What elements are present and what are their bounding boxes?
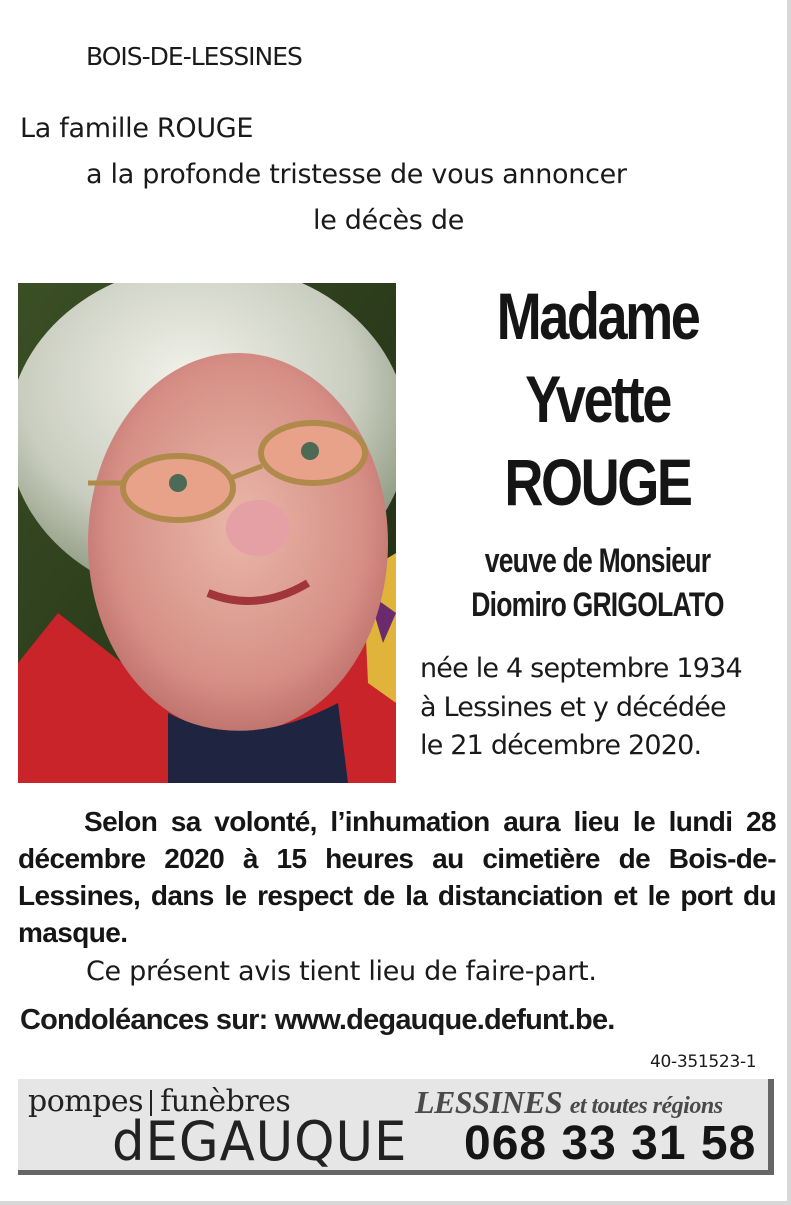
announcement-line: a la profonde tristesse de vous annoncer [86,159,627,190]
birth-line-3: le 21 décembre 2020. [420,730,702,761]
deces-line: le décès de [313,205,465,236]
place-name: BOIS-DE-LESSINES [86,42,302,71]
deceased-portrait-photo [18,283,396,783]
banner-shadow-right [768,1079,774,1174]
deceased-first-name: Yvette [525,362,670,436]
tagline-funebres: funèbres [160,1084,291,1119]
widow-line-2: Diomiro GRIGOLATO [471,586,724,624]
location-city: LESSINES [415,1084,563,1120]
condolences-line: Condoléances sur: www.degauque.defunt.be. [20,1004,615,1036]
birth-line-1: née le 4 septembre 1934 [420,653,742,684]
location-regions: et toutes régions [569,1093,723,1119]
deceased-title: Madame [496,279,699,353]
portrait-illustration [18,283,396,783]
widow-line-1: veuve de Monsieur [484,542,711,580]
funeral-home-logo-text: dEGAUQUE [112,1110,408,1173]
page-border-bottom [0,1201,791,1205]
tagline-pompes: pompes [28,1084,144,1119]
service-details [18,803,776,951]
reference-number: 40-351523-1 [650,1052,757,1072]
service-text: Selon sa volonté, l’inhumation aura lieu le lundi 28 décembre 2020 à 15 heures au cimetière de Bois-de-Lessines, dans le respect de la distanciation et le port du masque. [18,806,776,948]
page-border-right [787,0,791,1205]
deceased-last-name: ROUGE [504,445,691,519]
birth-line-2: à Lessines et y décédée [420,692,726,723]
faire-part-notice: Ce présent avis tient lieu de faire-part. [86,956,597,987]
funeral-home-phone: 068 33 31 58 [464,1117,757,1170]
family-line: La famille ROUGE [20,113,254,144]
